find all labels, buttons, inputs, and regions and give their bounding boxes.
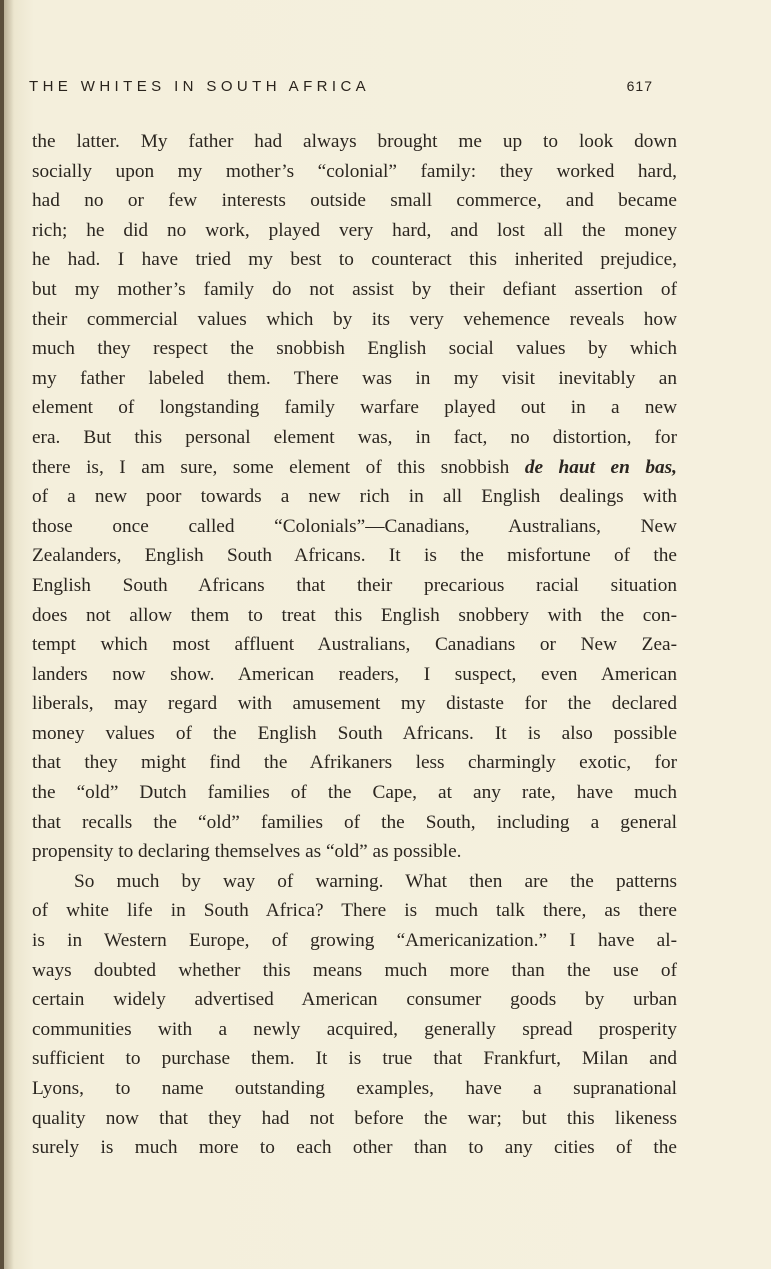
text-line-21: money values of the English South Africans. It is also possible — [32, 722, 677, 744]
text-line-11: era. But this personal element was, in fact, no distortion, for — [32, 426, 677, 448]
text-line-26: So much by way of warning. What then are the patterns — [74, 870, 677, 892]
text-line-18: tempt which most affluent Australians, Canadians or New Zea- — [32, 634, 677, 656]
text-line-34: quality now that they had not before the war; but this likeness — [32, 1107, 677, 1129]
text-line-24: that recalls the “old” families of the South, including a general — [32, 811, 677, 833]
text-line-25: propensity to declaring themselves as “old” as possible. — [32, 841, 462, 863]
text-line-13: of a new poor towards a new rich in all English dealings with — [32, 486, 677, 508]
text-line-10: element of longstanding family warfare played out in a new — [32, 397, 677, 419]
text-line-9: my father labeled them. There was in my visit inevitably an — [32, 367, 677, 389]
text-line-2: socially upon my mother’s “colonial” family: they worked hard, — [32, 160, 677, 182]
page-number: 617 — [626, 78, 653, 94]
text-line-7: their commercial values which by its very vehemence reveals how — [32, 308, 677, 330]
text-line-1: the latter. My father had always brought me up to look down — [32, 131, 677, 152]
text-line-35: surely is much more to each other than to any cities of the — [32, 1137, 677, 1159]
italic-phrase: de haut en bas, — [524, 456, 677, 478]
text-line-29: ways doubted whether this means much more than the use of — [32, 959, 677, 981]
text-line-19: landers now show. American readers, I suspect, even American — [32, 663, 677, 685]
text-line-16: English South Africans that their precarious racial situation — [32, 574, 677, 596]
text-line-27: of white life in South Africa? There is much talk there, as there — [32, 900, 677, 922]
text-line-15: Zealanders, English South Africans. It is the misfortune of the — [32, 545, 677, 567]
text-line-33: Lyons, to name outstanding examples, have a supranational — [32, 1078, 677, 1099]
text-line-31: communities with a newly acquired, generally spread prosperity — [32, 1018, 677, 1040]
text-line-12-start: there is, I am sure, some element of this snobbish — [32, 456, 525, 478]
text-line-8: much they respect the snobbish English social values by which — [32, 338, 677, 360]
text-line-20: liberals, may regard with amusement my distaste for the declared — [32, 693, 677, 715]
text-line-4: rich; he did no work, played very hard, and lost all the money — [32, 219, 677, 241]
text-line-30: certain widely advertised American consumer goods by urban — [32, 989, 677, 1011]
text-line-3: had no or few interests outside small commerce, and became — [32, 190, 677, 212]
text-line-6: but my mother’s family do not assist by their defiant assertion of — [32, 278, 677, 300]
text-line-12 — [32, 453, 677, 483]
text-line-23: the “old” Dutch families of the Cape, at any rate, have much — [32, 782, 677, 804]
binding-shadow — [4, 0, 14, 1269]
text-line-5: he had. I have tried my best to counteract this inherited prejudice, — [32, 249, 677, 271]
text-line-28: is in Western Europe, of growing “Americanization.” I have al- — [32, 930, 677, 952]
running-title: THE WHITES IN SOUTH AFRICA — [29, 78, 371, 95]
text-line-32: sufficient to purchase them. It is true that Frankfurt, Milan and — [32, 1048, 677, 1070]
text-line-14: those once called “Colonials”—Canadians, Australians, New — [32, 515, 677, 537]
body-text — [32, 127, 677, 1163]
text-line-22: that they might find the Afrikaners less charmingly exotic, for — [32, 752, 677, 774]
text-line-17: does not allow them to treat this English snobbery with the con- — [32, 604, 677, 626]
running-head — [29, 78, 653, 100]
